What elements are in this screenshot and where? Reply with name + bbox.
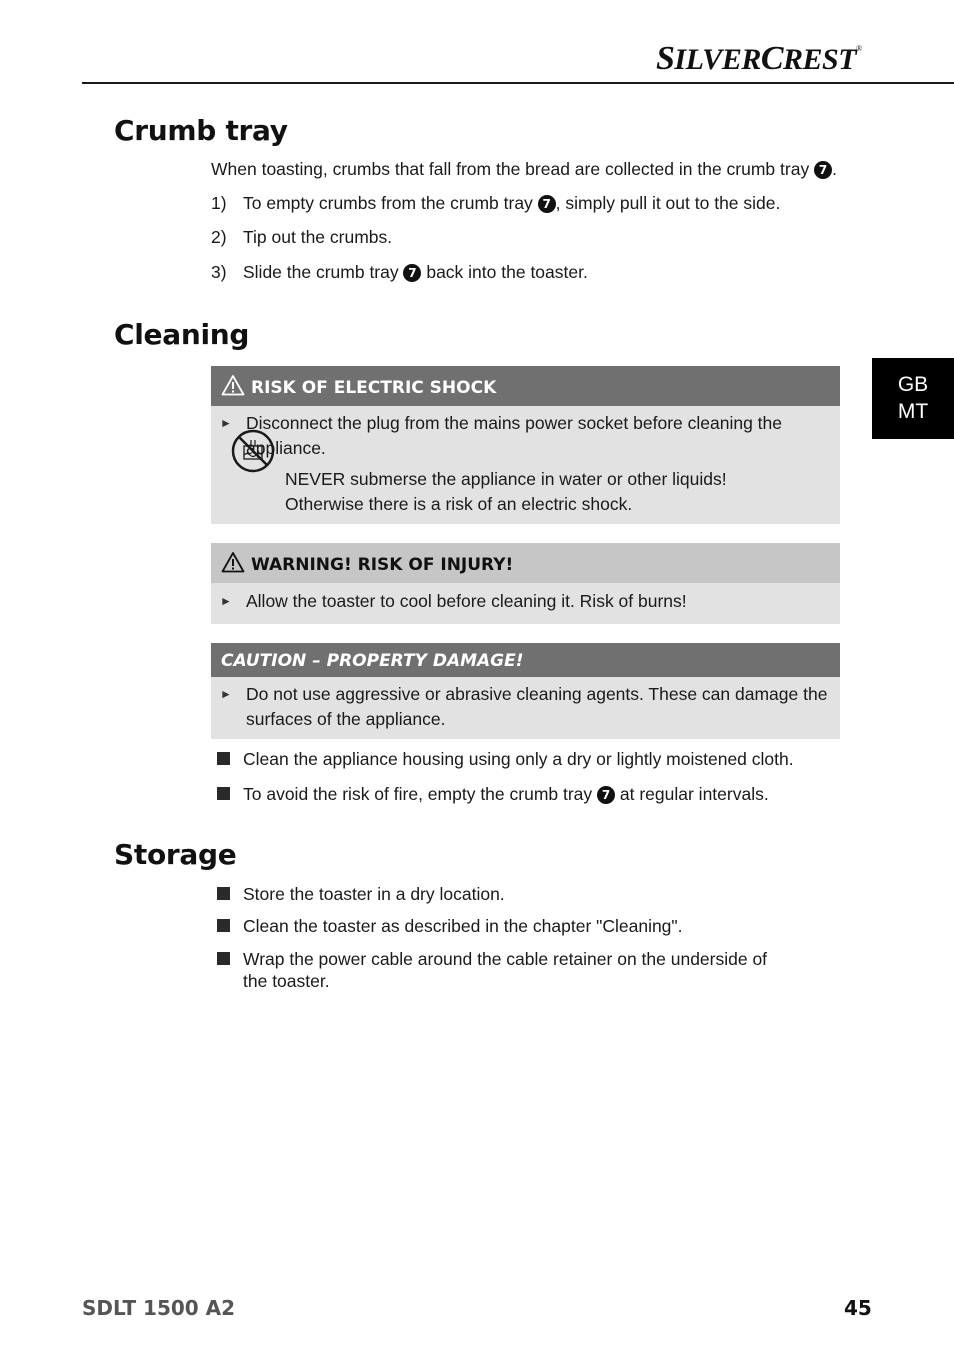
- storage-bullet-3-cont: the toaster.: [243, 971, 330, 991]
- caution-item-line1: Do not use aggressive or abrasive cleaning agents. These can damage the: [246, 684, 828, 704]
- bullet-arrow-icon: ►: [220, 416, 232, 430]
- warning-box-electric-shock: [211, 366, 840, 524]
- warning-triangle-icon: [221, 551, 245, 573]
- ref-number-badge: 7: [597, 786, 615, 804]
- step-1: 1) To empty crumbs from the crumb tray 7 , simply pull it out to the side.: [211, 193, 781, 213]
- crumb-tray-intro: When toasting, crumbs that fall from the bread are collected in the crumb tray 7 .: [211, 159, 837, 179]
- header-rule: [82, 82, 954, 84]
- step-3: 3) Slide the crumb tray 7 back into the toaster.: [211, 262, 588, 282]
- ref-number-badge: 7: [403, 264, 421, 282]
- section-title-cleaning: Cleaning: [114, 318, 250, 351]
- language-tab-line1: GB: [897, 373, 929, 396]
- bullet-arrow-icon: ►: [220, 687, 232, 701]
- warning-triangle-icon: [221, 374, 245, 396]
- language-tab-line2: MT: [897, 400, 929, 423]
- shock-item-line1: Disconnect the plug from the mains power socket before cleaning the: [246, 413, 782, 433]
- section-title-crumb-tray: Crumb tray: [114, 114, 288, 147]
- square-bullet-icon: [217, 887, 230, 900]
- ref-number-badge: 7: [538, 195, 556, 213]
- square-bullet-icon: [217, 919, 230, 932]
- warning-box-heading: RISK OF ELECTRIC SHOCK: [211, 366, 840, 406]
- cleaning-bullet-2: To avoid the risk of fire, empty the crumb tray 7 at regular intervals.: [217, 782, 769, 807]
- cleaning-bullet-1: Clean the appliance housing using only a dry or lightly moistened cloth.: [217, 747, 794, 772]
- storage-bullet-3: Wrap the power cable around the cable retainer on the underside of: [217, 947, 767, 972]
- ref-number-badge: 7: [814, 161, 832, 179]
- step-2: 2) Tip out the crumbs.: [211, 227, 393, 247]
- caution-box-heading: CAUTION – PROPERTY DAMAGE!: [211, 643, 840, 677]
- warning-box-injury: [211, 543, 840, 624]
- square-bullet-icon: [217, 752, 230, 765]
- language-tab: [872, 358, 954, 439]
- section-title-storage: Storage: [114, 838, 237, 871]
- warning-box-heading: WARNING! RISK OF INJURY!: [211, 543, 840, 583]
- injury-item: Allow the toaster to cool before cleaning it. Risk of burns!: [246, 591, 687, 611]
- square-bullet-icon: [217, 787, 230, 800]
- brand-logo: SILVERCREST®: [656, 40, 862, 77]
- caution-item-line2: surfaces of the appliance.: [246, 709, 446, 729]
- square-bullet-icon: [217, 952, 230, 965]
- no-water-immersion-icon: [231, 429, 275, 473]
- storage-bullet-1: Store the toaster in a dry location.: [217, 882, 505, 907]
- shock-note-line2: Otherwise there is a risk of an electric shock.: [285, 494, 633, 514]
- page-number: 45: [844, 1296, 872, 1320]
- model-number: SDLT 1500 A2: [82, 1296, 236, 1320]
- shock-item-line2: appliance.: [246, 438, 326, 458]
- caution-box-property-damage: [211, 643, 840, 739]
- storage-bullet-2: Clean the toaster as described in the chapter "Cleaning".: [217, 914, 683, 939]
- bullet-arrow-icon: ►: [220, 594, 232, 608]
- shock-note-line1: NEVER submerse the appliance in water or other liquids!: [285, 469, 727, 489]
